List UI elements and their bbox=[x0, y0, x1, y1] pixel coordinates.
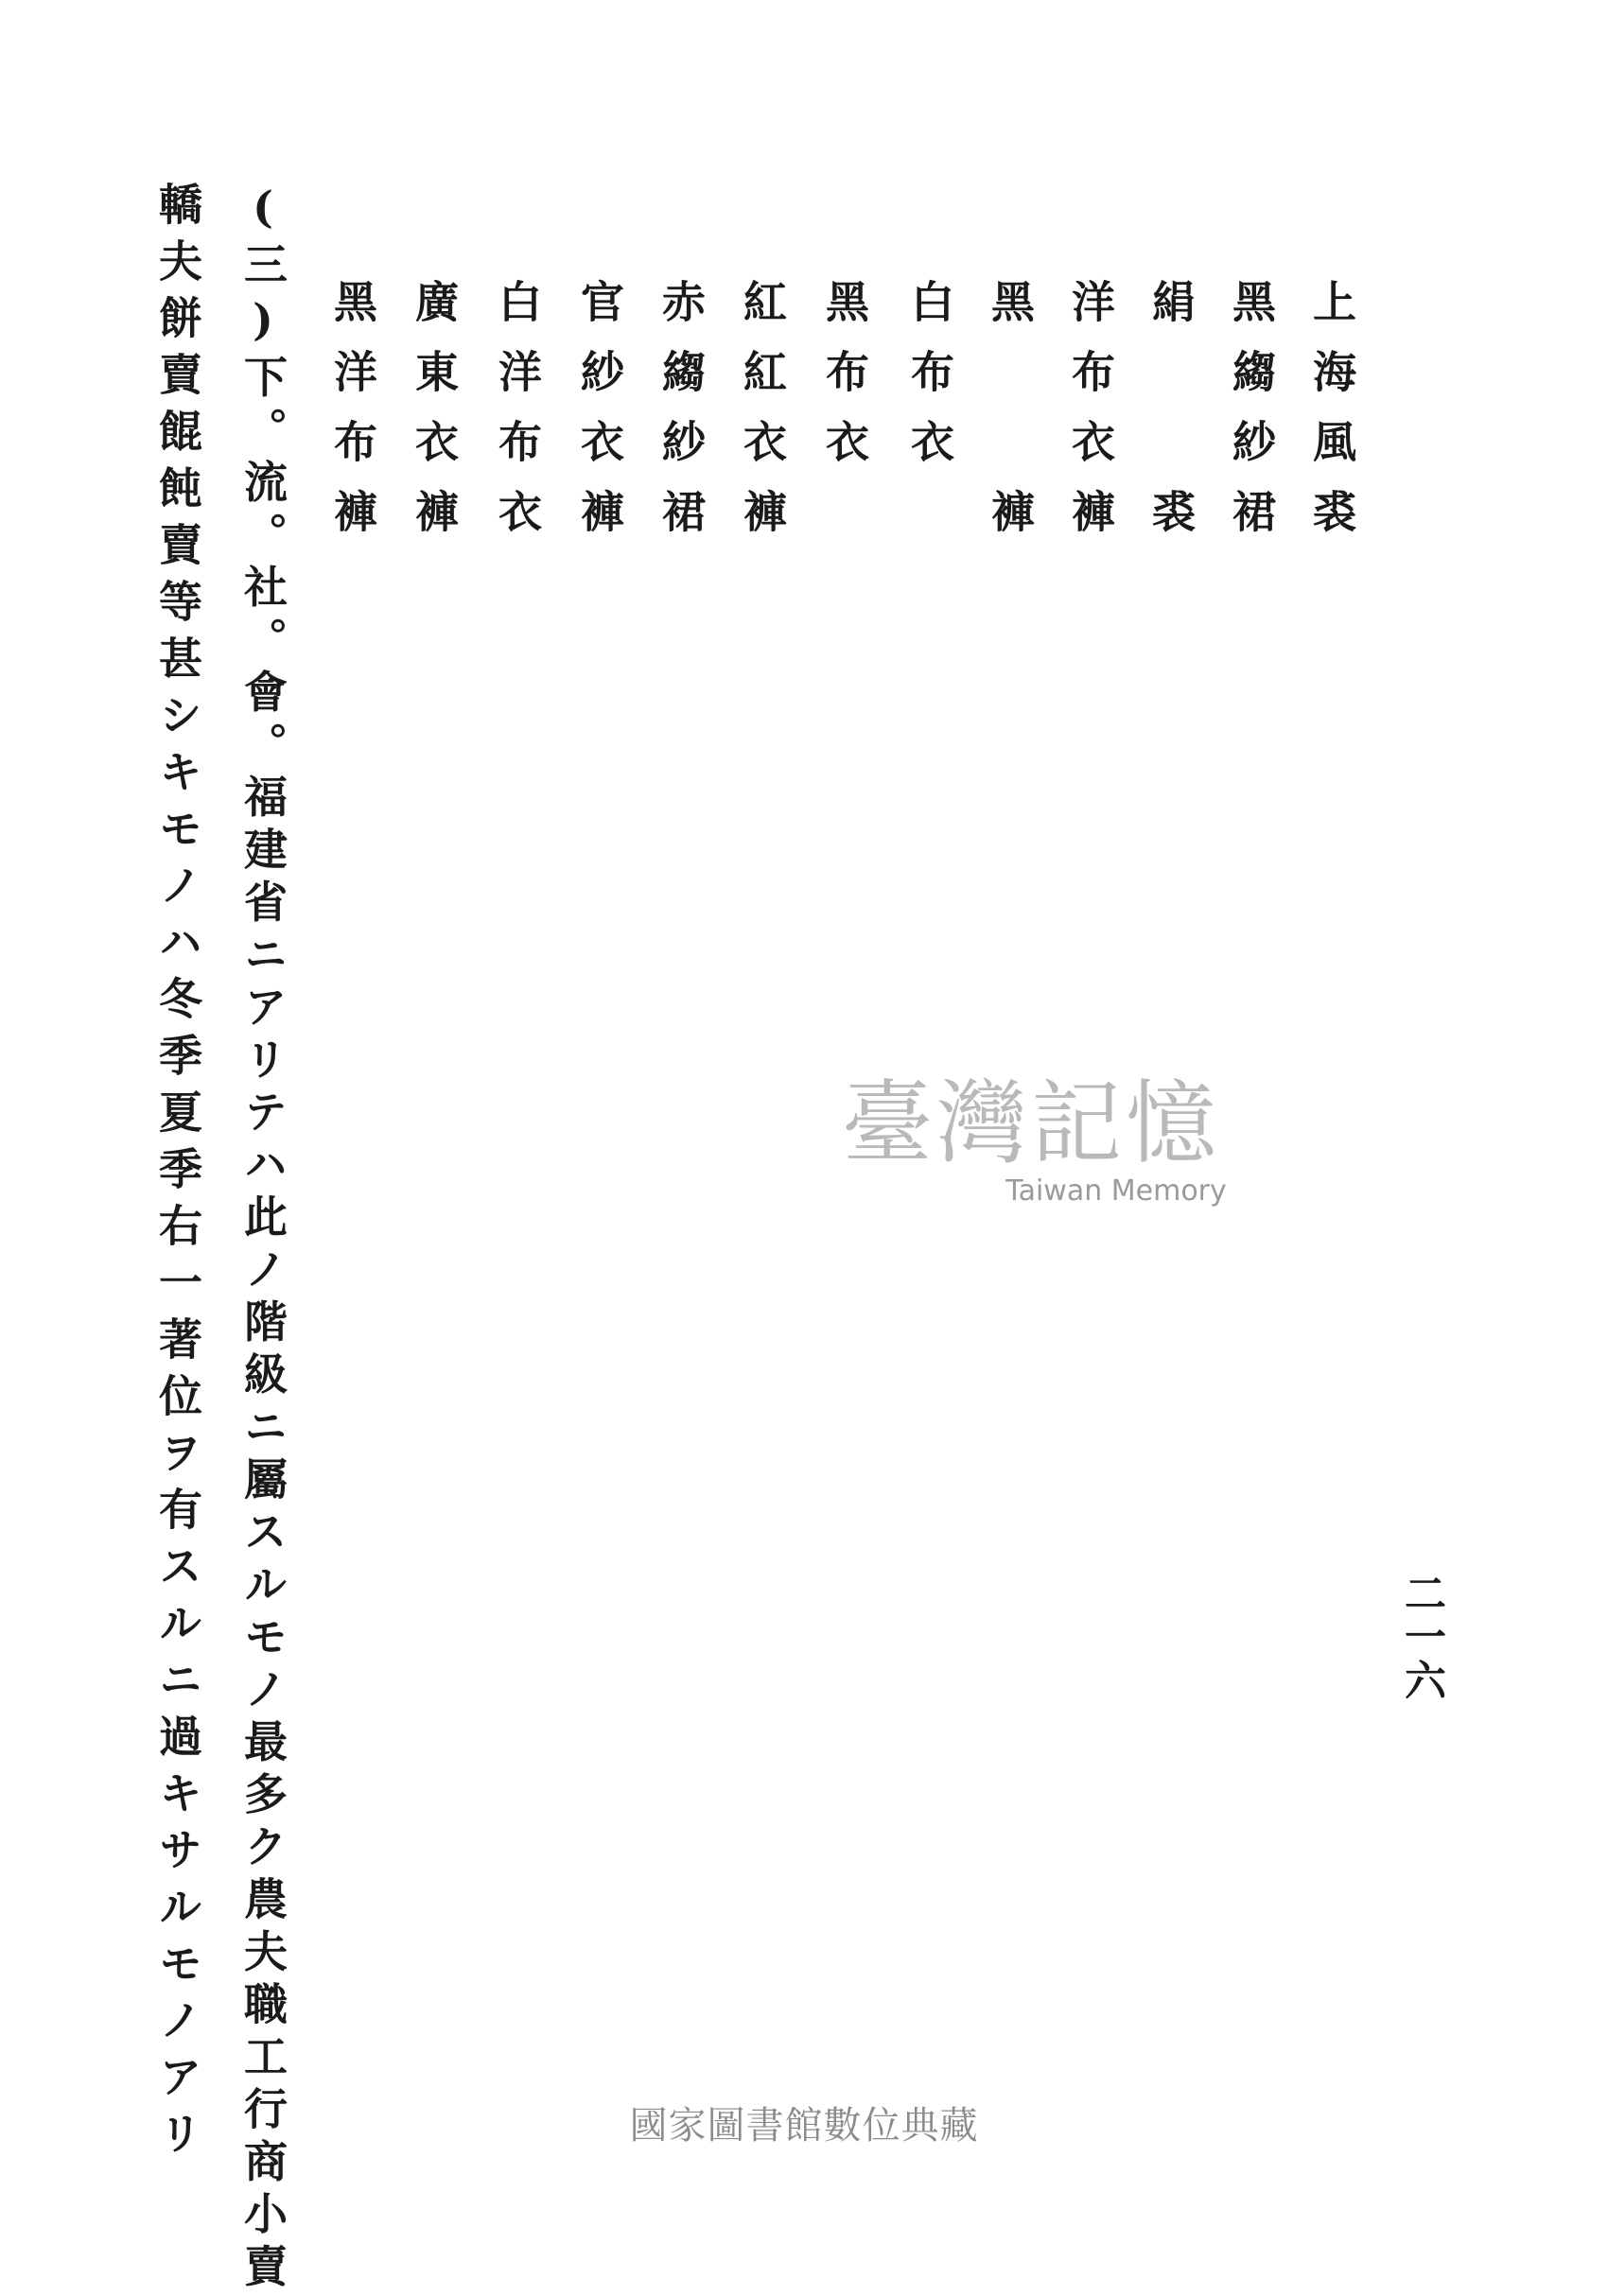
footer-caption: 國家圖書館數位典藏 bbox=[629, 2104, 979, 2148]
item-column-1: 上海風裘 bbox=[1306, 279, 1357, 559]
item-column-5: 黑 褲 bbox=[985, 279, 1036, 559]
page-number: 二一六 bbox=[1397, 1572, 1445, 1702]
watermark-logo bbox=[795, 1070, 1267, 1208]
item-column-6: 白布衣 bbox=[904, 279, 955, 489]
item-column-11: 白洋布衣 bbox=[492, 279, 543, 559]
item-column-8: 紅紅衣褲 bbox=[737, 279, 788, 559]
watermark-subtitle: Taiwan Memory bbox=[1005, 1174, 1227, 1208]
item-column-10: 官紗衣褲 bbox=[574, 279, 625, 559]
item-column-2: 黑縐紗裙 bbox=[1226, 279, 1277, 559]
body-text-column-2: 轎夫餅賣餛飩賣等甚シキモノハ冬季夏季右一著位ヲ有スルニ過キサルモノアリ bbox=[152, 182, 203, 2167]
item-column-3: 絹 裘 bbox=[1145, 279, 1197, 559]
item-column-4: 洋布衣褲 bbox=[1065, 279, 1116, 559]
watermark-title: 臺灣記憶 bbox=[842, 1070, 1220, 1176]
item-column-12: 廣東衣褲 bbox=[409, 279, 460, 559]
item-column-7: 黑布衣 bbox=[819, 279, 870, 489]
item-column-9: 赤縐紗裙 bbox=[655, 279, 707, 559]
item-column-13: 黑洋布褲 bbox=[327, 279, 378, 559]
body-text-column-1: (三)下。流。社。會。福建省ニアリテハ此ノ階級ニ屬スルモノ最多ク農夫職工行商小賣 bbox=[237, 182, 288, 2296]
